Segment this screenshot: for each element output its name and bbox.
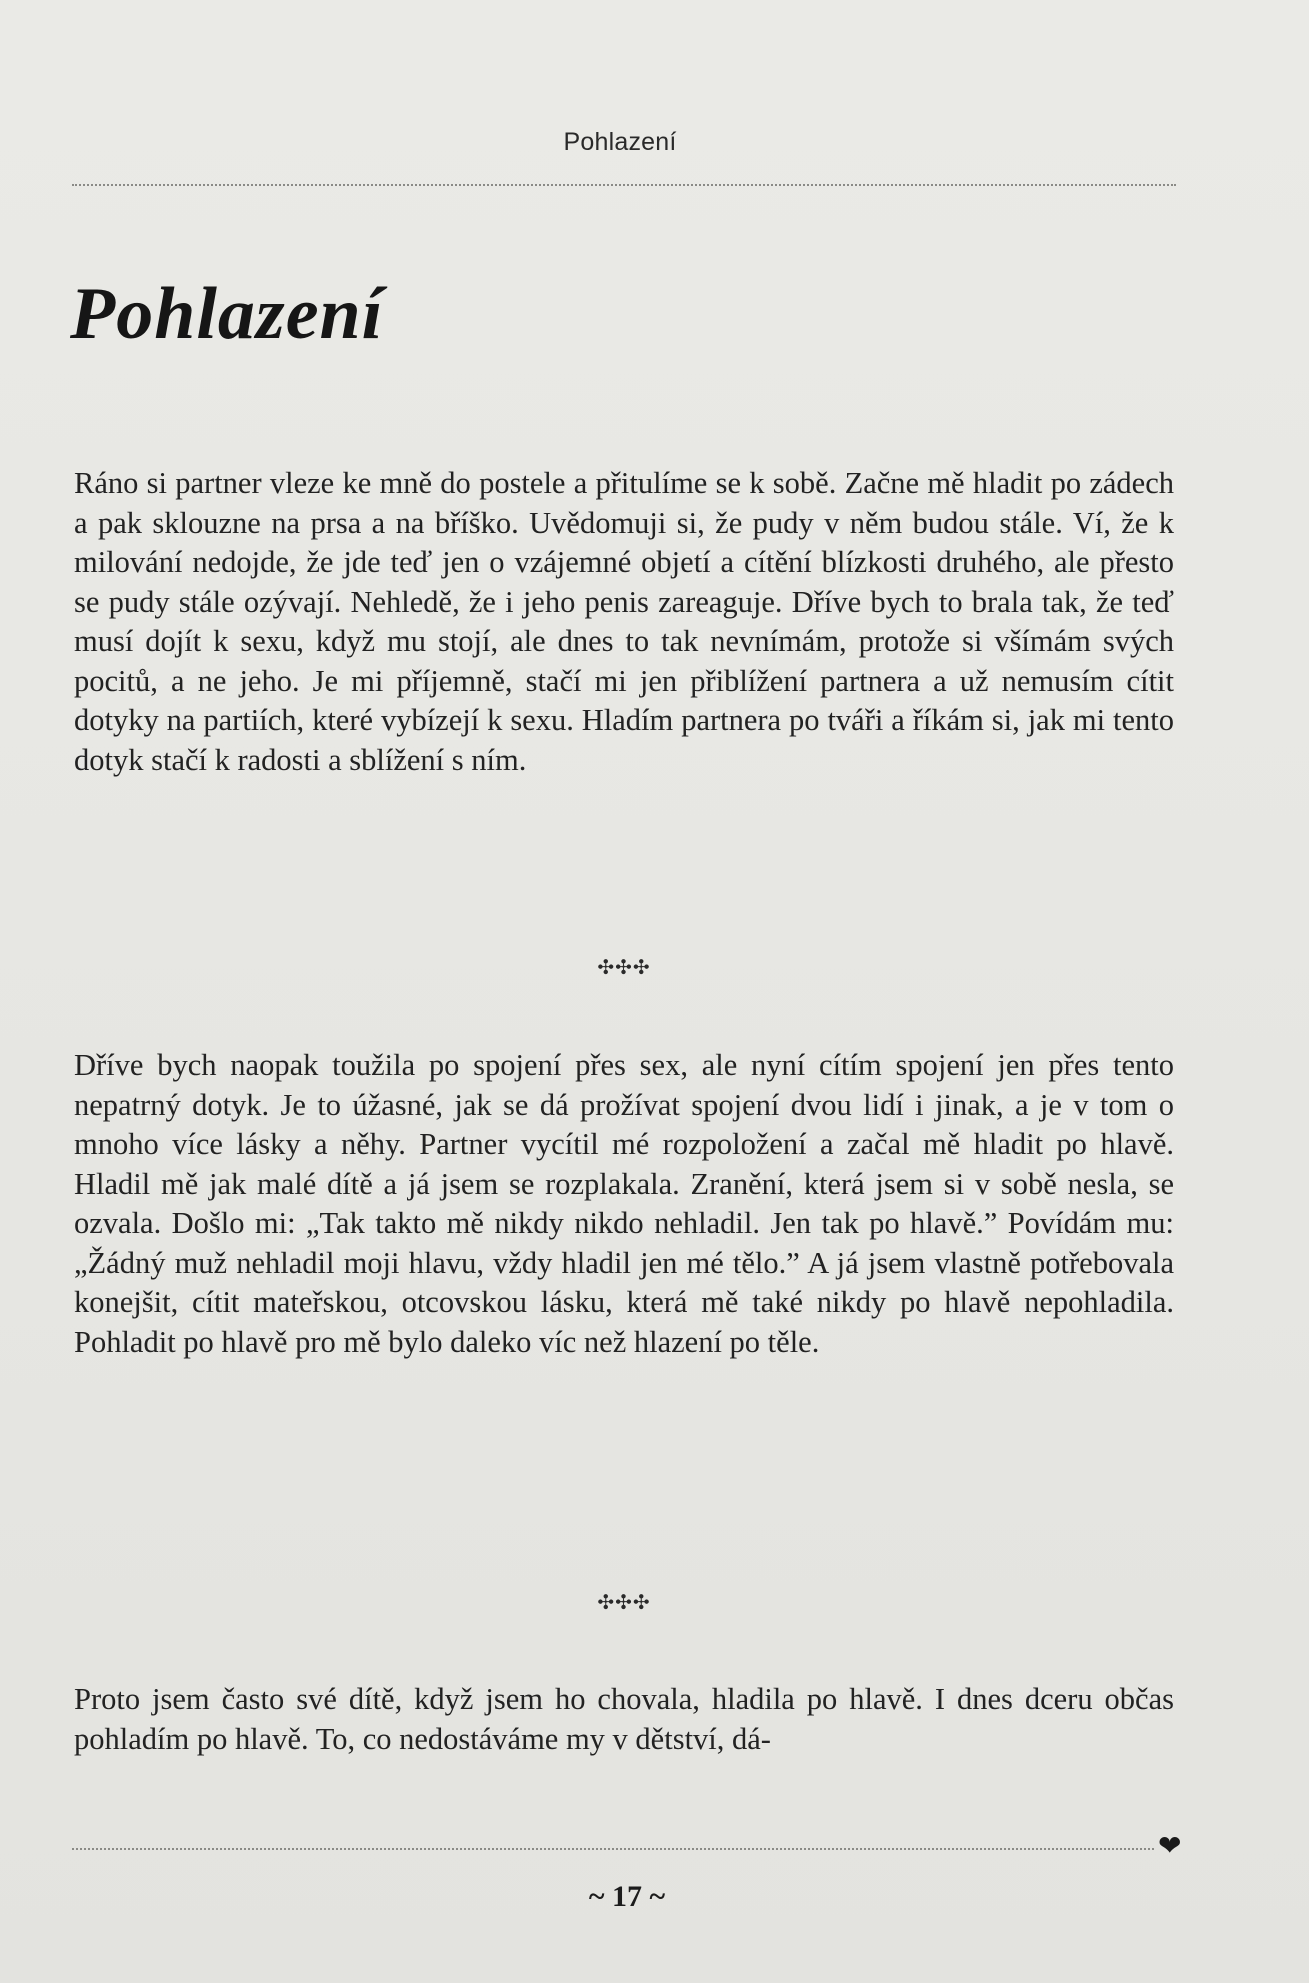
section-break-ornament-icon: ✣✣✣	[597, 1590, 651, 1614]
running-head: Pohlazení	[563, 128, 677, 156]
paragraph-2: Dříve bych naopak toužila po spojení přes sex, ale nyní cítím spojení jen přes tento nepatrný dotyk. Je to úžasné, jak se dá prožívat spojení dvou lidí i jinak, a je v tom o mnoho více lásky a něhy. Partner vycítil mé rozpoložení a začal mě hladit po hlavě. Hladil mě jak malé dítě a já jsem se rozplakala. Zranění, která jsem si v sobě nesla, se ozvala. Došlo mi: „Tak takto mě nikdy nikdo nehladil. Jen tak po hlavě.” Povídám mu: „Žádný muž nehladil moji hlavu, vždy hladil jen mé tělo.” A já jsem vlastně potřebovala konejšit, cítit mateřskou, otcovskou lásku, která mě také nikdy po hlavě nepohladila. Pohladit po hlavě pro mě bylo daleko víc než hlazení po těle.	[74, 1048, 1174, 1359]
chapter-title: Pohlazení	[70, 273, 384, 355]
footer-dotted-rule	[72, 1848, 1154, 1850]
page-number: ~ 17 ~	[588, 1880, 666, 1913]
header-dotted-rule	[72, 184, 1176, 186]
paragraph-3: Proto jsem často své dítě, když jsem ho chovala, hladila po hlavě. I dnes dceru občas pohladím po hlavě. To, co nedostáváme my v dětství, dá-	[74, 1682, 1174, 1756]
section-break-ornament-icon: ✣✣✣	[597, 955, 651, 979]
paragraph-1: Ráno si partner vleze ke mně do postele a přitulíme se k sobě. Začne mě hladit po zádech a pak sklouzne na prsa a na bříško. Uvědomuji si, že pudy v něm budou stále. Ví, že k milování nedojde, že jde teď jen o vzájemné objetí a cítění blízkosti druhého, ale přesto se pudy stále ozývají. Nehledě, že i jeho penis zareaguje. Dříve bych to brala tak, že teď musí dojít k sexu, když mu stojí, ale dnes to tak nevnímám, protože si všímám svých pocitů, a ne jeho. Je mi příjemně, stačí mi jen přiblížení partnera a už nemusím cítit dotyky na partiích, které vybízejí k sexu. Hladím partnera po tváři a říkám si, jak mi tento dotyk stačí k radosti a sblížení s ním.	[74, 466, 1174, 777]
heart-icon: ❤	[1158, 1829, 1182, 1862]
